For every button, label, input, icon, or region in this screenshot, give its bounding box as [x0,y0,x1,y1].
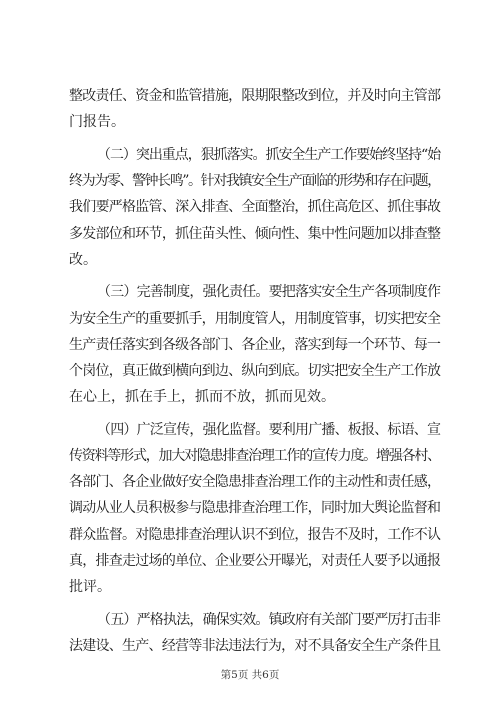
body-line: 在心上，抓在手上，抓而不放，抓而见效。 [69,389,335,405]
body-line: 整改责任、资金和监管措施，限期限整改到位，并及时向主管部 [69,88,441,104]
body-line: 传资料等形式，加大对隐患排查治理工作的宣传力度。增强各村、 [69,448,440,464]
body-line: （五）严格执法，确保实效。镇政府有关部门要严厉打击非 [97,612,441,628]
body-line: 批评。 [69,579,111,595]
body-line: 为安全生产的重要抓手，用制度管人，用制度管事，切实把安全 [69,311,441,327]
body-line: 真，排查走过场的单位、企业要公开曝光，对责任人要予以通报 [69,553,441,569]
page-number: 第5页 共6页 [220,669,280,681]
body-line: （二）突出重点，狠抓落实。抓安全生产工作要始终坚持“始 [97,147,441,163]
body-line: 门报告。 [69,114,125,130]
body-line: 各部门、各企业做好安全隐患排查治理工作的主动性和责任感， [69,474,441,490]
body-line: 群众监督。对隐患排查治理认识不到位，报告不及时，工作不认 [69,527,441,543]
body-line: （四）广泛宣传，强化监督。要利用广播、板报、标语、宣 [97,422,441,438]
body-line: 我们要严格监管、深入排查、全面整治，抓住高危区、抓住事故 [69,199,441,215]
body-line: 多发部位和环节，抓住苗头性、倾向性、集中性问题加以排查整 [69,226,441,242]
body-line: （三）完善制度，强化责任。要把落实安全生产各项制度作 [97,284,441,300]
body-line: 法建设、生产、经营等非法违法行为，对不具备安全生产条件且 [69,638,441,654]
body-line: 生产责任落实到各级各部门、各企业，落实到每一个环节、每一 [69,337,441,353]
body-line: 调动从业人员积极参与隐患排查治理工作，同时加大舆论监督和 [69,500,441,516]
body-line: 终为为零、警钟长鸣”。针对我镇安全生产面临的形势和存在问题， [69,173,440,189]
body-line: 改。 [69,252,97,268]
body-line: 个岗位，真正做到横向到边、纵向到底。切实把安全生产工作放 [69,363,441,379]
